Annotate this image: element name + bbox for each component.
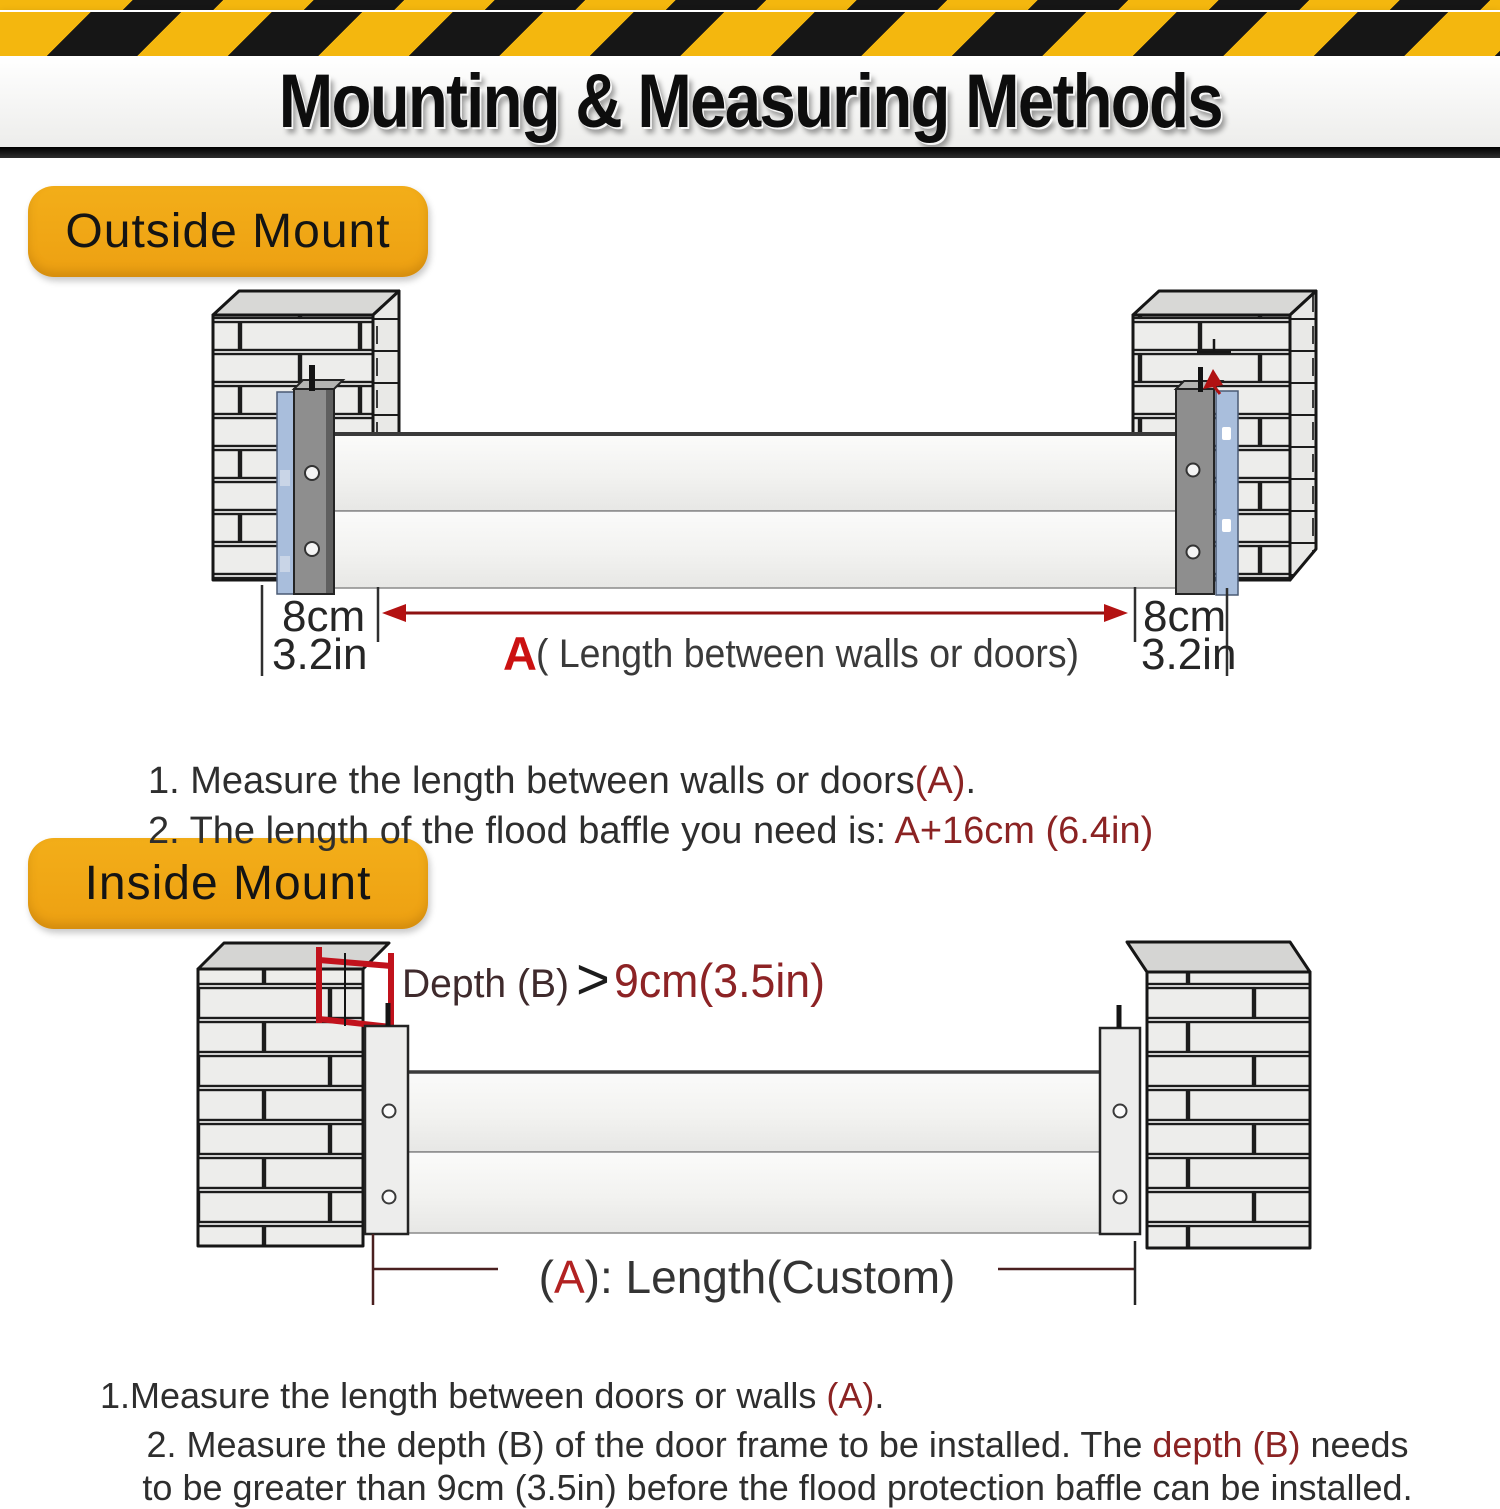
pillar-top-face (1127, 942, 1310, 972)
pillar-top-face (213, 291, 399, 315)
step-accent: (A) (914, 760, 966, 802)
barrier-panel-top (408, 1072, 1100, 1152)
page-title: Mounting & Measuring Methods (278, 59, 1222, 144)
flood-barrier (334, 434, 1177, 588)
inside-right-bracket (1100, 1005, 1140, 1234)
screw-icon (1114, 1105, 1127, 1118)
gasket-mark (280, 556, 290, 572)
outside-mount-diagram (0, 280, 1500, 705)
bracket-top-bevel (294, 380, 343, 389)
pillar-front-face (198, 969, 363, 1246)
inside-left-pillar (198, 943, 389, 1246)
dim-left-cm: 8cm (282, 592, 366, 641)
bracket-edge-shade (326, 390, 333, 593)
arrow-head-left-icon (382, 604, 406, 622)
inside-step-2-line-1 (0, 1424, 1500, 1466)
step-text: 2. The length of the flood baffle you need is: (148, 810, 895, 852)
length-label-open: ( (538, 1251, 554, 1303)
gasket-strip (1216, 391, 1238, 595)
screw-icon (1187, 464, 1200, 477)
depth-label (402, 947, 825, 1012)
outside-left-bracket (277, 365, 343, 594)
dim-left-in: 3.2in (272, 630, 368, 679)
screw-icon (305, 542, 319, 556)
inside-mount-diagram (0, 930, 1500, 1310)
length-label-rest: ): Length(Custom) (584, 1251, 956, 1303)
step-text: 1.Measure the length between doors or walls (100, 1375, 827, 1416)
span-label-a: A (503, 627, 537, 680)
hazard-tape-band (0, 10, 1500, 56)
outside-right-bracket (1176, 367, 1238, 595)
depth-label-value: 9cm(3.5in) (614, 954, 825, 1007)
inside-left-bracket (365, 1003, 408, 1234)
gasket-mark (1222, 427, 1231, 440)
barrier-panel-bottom (334, 511, 1177, 588)
pillar-top-face (1133, 291, 1316, 315)
barrier-panel-top (334, 434, 1177, 511)
screw-icon (383, 1191, 396, 1204)
depth-label-gt: > (576, 947, 610, 1012)
step-text: 1. Measure the length between walls or doors (148, 760, 915, 802)
step-text: 2. Measure the depth (B) of the door frame to be installed. The (146, 1424, 1153, 1465)
inside-step-2-line-2 (0, 1467, 1500, 1509)
dim-right-in: 3.2in (1141, 630, 1237, 679)
outside-step-2 (148, 809, 1153, 854)
flood-barrier (408, 1072, 1100, 1233)
step-text: . (874, 1375, 885, 1416)
step-accent: depth (B) (1152, 1424, 1301, 1465)
span-label-text: ( Length between walls or doors) (536, 632, 1079, 676)
screw-icon (1187, 546, 1200, 559)
arrow-head-right-icon (1104, 604, 1128, 622)
outside-dimension (262, 585, 1236, 680)
pillar-side-face (1290, 291, 1316, 580)
screw-icon (305, 466, 319, 480)
header-divider-bar (0, 147, 1500, 158)
step-text: needs (1300, 1424, 1409, 1465)
step-accent: (A) (826, 1375, 875, 1416)
gasket-mark (1222, 519, 1231, 532)
pillar-front-face (1147, 972, 1310, 1248)
gasket-mark (280, 470, 290, 486)
length-label (539, 1251, 956, 1303)
bracket-channel (1176, 389, 1214, 594)
anchor-pin-icon (309, 365, 315, 391)
title-band (0, 56, 1500, 147)
length-label-a: A (553, 1251, 585, 1303)
outside-mount-badge (28, 186, 428, 277)
outside-step-1 (148, 759, 976, 804)
outside-mount-badge-label: Outside Mount (65, 205, 391, 258)
anchor-pin-icon (1198, 367, 1203, 392)
inside-step-1 (100, 1375, 884, 1417)
barrier-panel-bottom (408, 1152, 1100, 1233)
screw-icon (1114, 1191, 1127, 1204)
inside-mount-badge-label: Inside Mount (84, 857, 372, 910)
inside-dimension (373, 1234, 1135, 1305)
step-accent: A+16cm (6.4in) (894, 810, 1154, 852)
step-text: . (965, 760, 976, 802)
screw-icon (383, 1105, 396, 1118)
step-text: to be greater than 9cm (3.5in) before the flood protection baffle can be installed. (142, 1467, 1413, 1508)
dim-right-cm: 8cm (1143, 592, 1227, 641)
depth-label-text: Depth (B) (402, 962, 569, 1006)
inside-right-pillar (1127, 942, 1310, 1248)
